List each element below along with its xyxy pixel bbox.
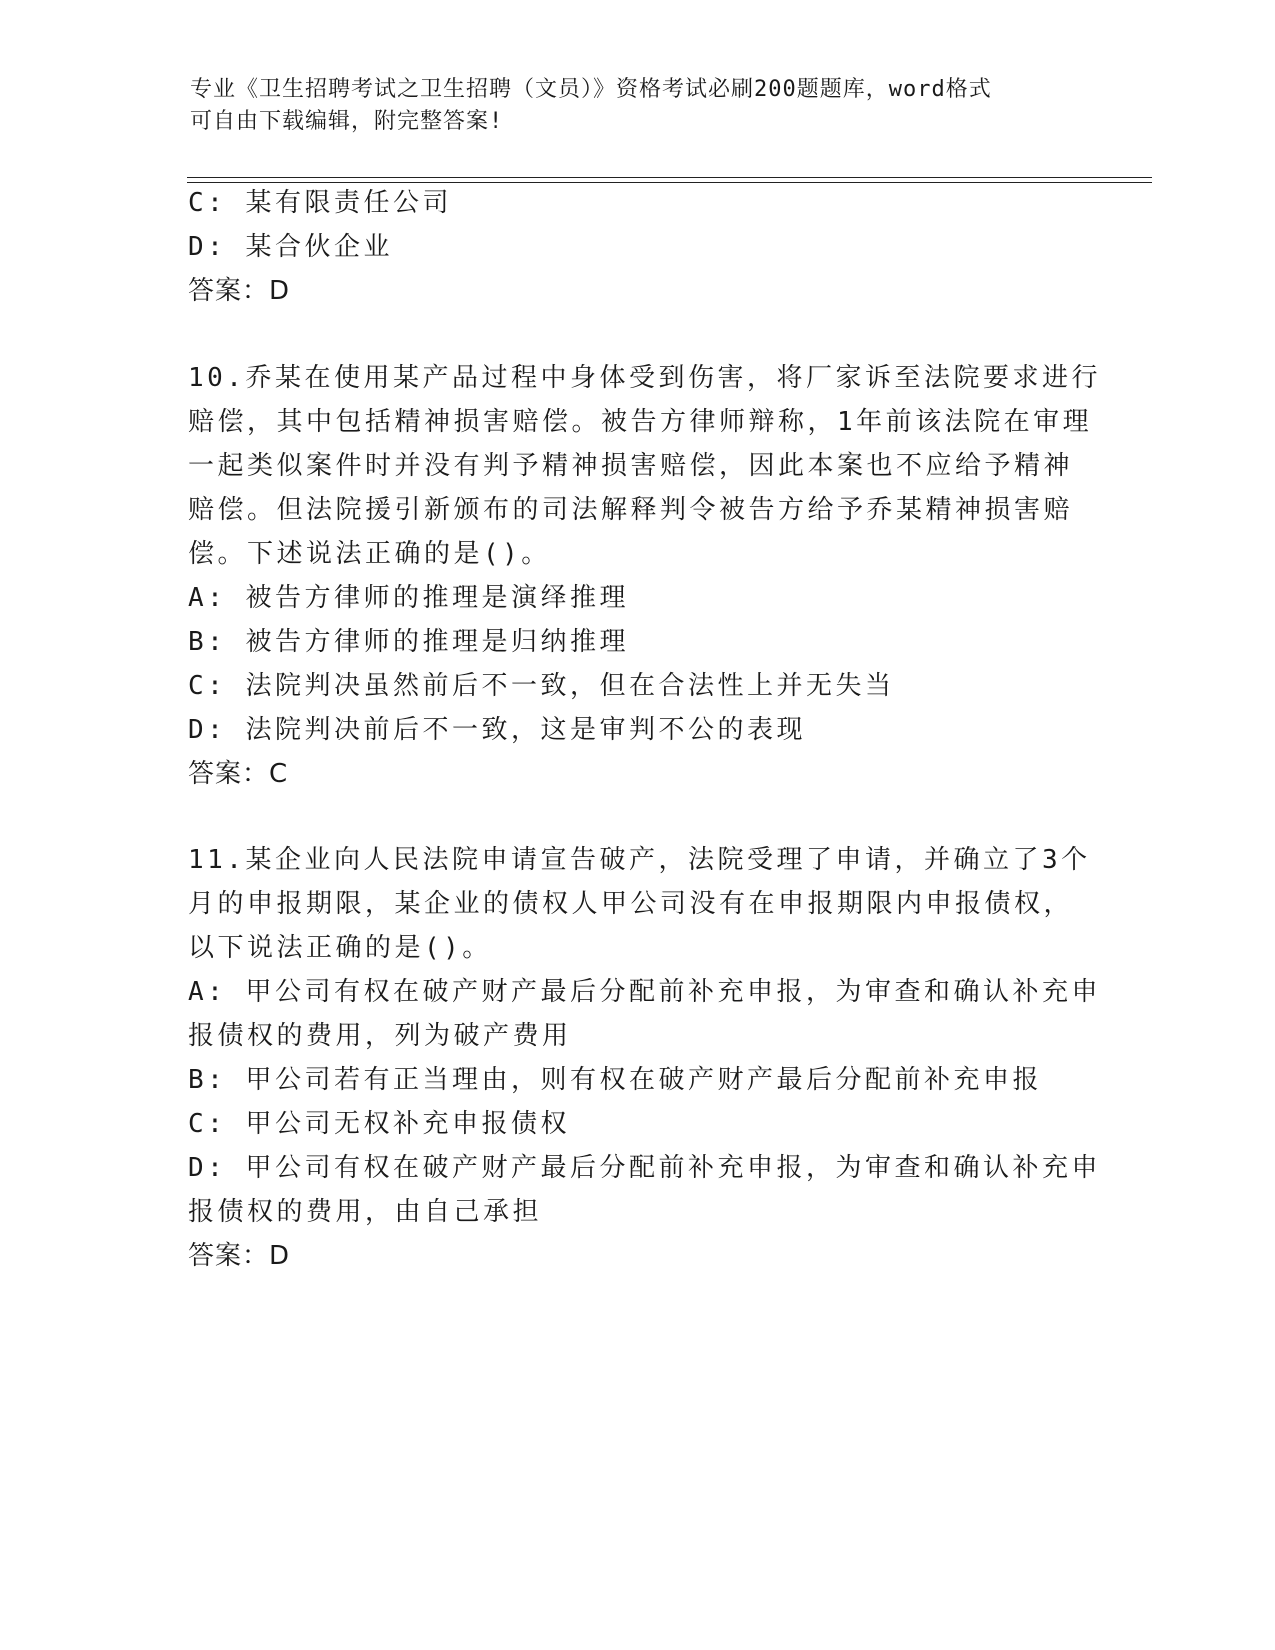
q10-stem-line: 一起类似案件时并没有判予精神损害赔偿，因此本案也不应给予精神 bbox=[188, 451, 1074, 481]
q9-answer: 答案：D bbox=[188, 276, 291, 306]
q11-stem-line: 以下说法正确的是()。 bbox=[188, 933, 492, 963]
q10-answer: 答案：C bbox=[188, 759, 289, 789]
q9-option-c: C: 某有限责任公司 bbox=[188, 188, 452, 218]
q10-option-b: B: 被告方律师的推理是归纳推理 bbox=[188, 627, 629, 657]
q9-option-d: D: 某合伙企业 bbox=[188, 232, 393, 262]
q10-option-c: C: 法院判决虽然前后不一致，但在合法性上并无失当 bbox=[188, 671, 895, 701]
header-line-2: 可自由下载编辑，附完整答案! bbox=[190, 109, 504, 134]
q11-option-d-cont: 报债权的费用，由自己承担 bbox=[188, 1197, 543, 1227]
q10-option-a: A: 被告方律师的推理是演绎推理 bbox=[188, 583, 629, 613]
q11-option-d: D: 甲公司有权在破产财产最后分配前补充申报，为审查和确认补充申 bbox=[188, 1153, 1101, 1183]
header-divider-bottom bbox=[187, 182, 1152, 183]
header-divider-top bbox=[187, 177, 1152, 178]
header-line-1: 专业《卫生招聘考试之卫生招聘（文员）》资格考试必刷200题题库，word格式 bbox=[190, 77, 992, 102]
document-header bbox=[190, 74, 1090, 138]
q10-stem-line: 赔偿，其中包括精神损害赔偿。被告方律师辩称，1年前该法院在审理 bbox=[188, 407, 1093, 437]
q11-stem-line: 11.某企业向人民法院申请宣告破产，法院受理了申请，并确立了3个 bbox=[188, 845, 1091, 875]
q11-stem-line: 月的申报期限，某企业的债权人甲公司没有在申报期限内申报债权， bbox=[188, 889, 1074, 919]
q10-option-d: D: 法院判决前后不一致，这是审判不公的表现 bbox=[188, 715, 806, 745]
q10-stem-line: 10.乔某在使用某产品过程中身体受到伤害，将厂家诉至法院要求进行 bbox=[188, 363, 1101, 393]
q11-option-c: C: 甲公司无权补充申报债权 bbox=[188, 1109, 570, 1139]
q10-stem-line: 赔偿。但法院援引新颁布的司法解释判令被告方给予乔某精神损害赔 bbox=[188, 495, 1074, 525]
q10-stem-line: 偿。下述说法正确的是()。 bbox=[188, 539, 551, 569]
q11-answer: 答案：D bbox=[188, 1241, 291, 1271]
q11-option-b: B: 甲公司若有正当理由，则有权在破产财产最后分配前补充申报 bbox=[188, 1065, 1042, 1095]
q11-option-a: A: 甲公司有权在破产财产最后分配前补充申报，为审查和确认补充申 bbox=[188, 977, 1101, 1007]
q11-option-a-cont: 报债权的费用，列为破产费用 bbox=[188, 1021, 572, 1051]
